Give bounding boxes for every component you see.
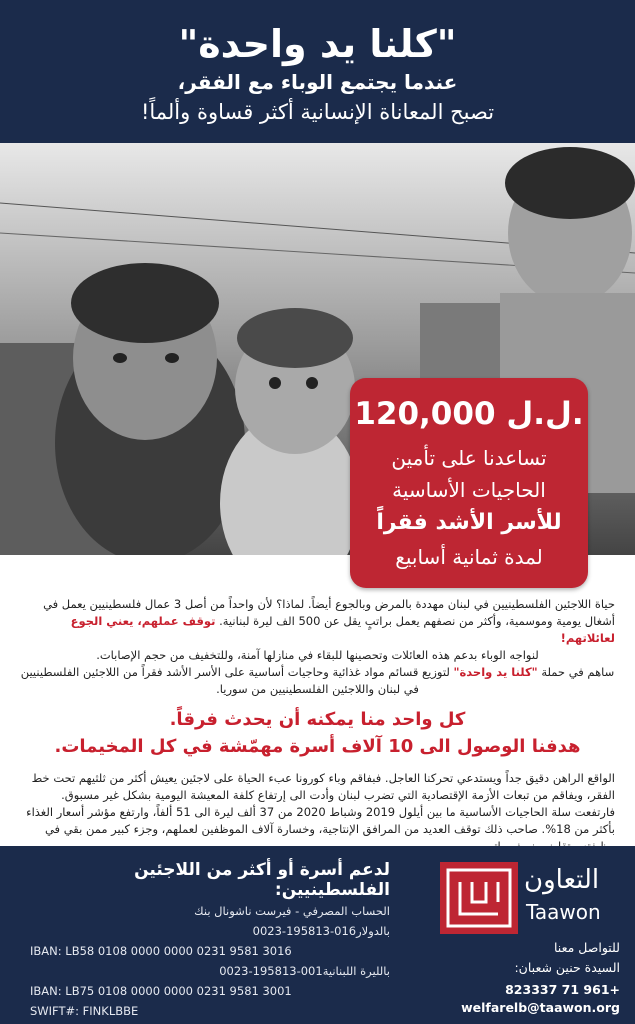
donation-amount: 120,000 ل.ل. [354, 396, 584, 432]
price-box-line-2: الحاجيات الأساسية [392, 478, 546, 502]
contact-phone[interactable]: +961 71 823337 [505, 982, 620, 997]
price-box-line-4: لمدة ثمانية أسابيع [395, 545, 543, 569]
campaign-name-highlight: "كلنا يد واحدة" [453, 665, 538, 679]
bank-name: الحساب المصرفي - فيرست ناشونال بنك [194, 904, 390, 918]
iban-lbp: IBAN: LB75 0108 0000 0000 0231 9581 3001 [30, 984, 292, 998]
intro-highlight: توقف عملهم، يعني الجوع لعائلاتهم! [70, 614, 615, 645]
campaign-text-pre: ساهم في حملة [541, 665, 615, 679]
contact-email[interactable]: welfarelb@taawon.org [461, 1000, 620, 1015]
iban-usd: IBAN: LB58 0108 0000 0000 0231 9581 3016 [30, 944, 292, 958]
intro-paragraph [20, 596, 615, 647]
logo-text-arabic: التعاون [524, 865, 600, 895]
contact-label: للتواصل معنا [553, 940, 620, 955]
price-box-line-1: تساعدنا على تأمين [391, 446, 547, 470]
intro-text: حياة اللاجئين الفلسطينيين في لبنان مهددة بالمرض وبالجوع أيضاً. لماذا؟ لأن واحداً من أصل 3 عمال فلسطينيين يعمل في أشغال يومية وموسمية، وأكثر من نصفهم يعمل براتبٍ يقل عن 500 الف ليرة لبنانية. [43, 597, 615, 628]
swift-code: SWIFT#: FINKLBBE [30, 1004, 139, 1018]
usd-account: بالدولار016-195813-0023 [252, 924, 390, 938]
contact-name: السيدة حنين شعبان: [514, 960, 620, 975]
lbp-account: بالليرة اللبنانية001-195813-0023 [219, 964, 390, 978]
campaign-text-post: لتوزيع قسائم مواد غذائية وحاجيات أساسية على الأسر الأشد فقراً من اللاجئين الفلسطينيين في لبنان واللاجئين الفلسطينيين من سوريا. [20, 665, 450, 696]
slogan-line-2: هدفنا الوصول الى 10 آلاف أسرة مهمّشة في كل المخيمات. [54, 736, 581, 757]
campaign-text-1: لنواجه الوباء بدعم هذه العائلات وتحصينها للبقاء في منازلها آمنة، وللتخفيف من حجم الإصابات. [96, 648, 539, 662]
logo-text-english: Taawon [526, 900, 601, 924]
support-title: لدعم أسرة أو أكثر من اللاجئين الفلسطينيين: [134, 860, 390, 900]
header-subtitle-2: تصبح المعاناة الإنسانية أكثر قساوة وألماً! [140, 100, 495, 124]
slogan-line-1: كل واحد منا يمكنه أن يحدث فرقاً. [169, 709, 466, 730]
context-paragraph: الواقع الراهن دقيق جداً ويستدعي تحركنا العاجل. فبفاقم وباء كورونا عبء الحياة على لاجئين يعيش أكثر من ثلثيهم تحت خط الفقر، ويفاقم من تبعات الأزمة الإقتصادية التي تضرب لبنان وأدت الى إرتفاع كلفة المعيشة اليومية بشكل غير مسبوق. فارتفعت سلة الحاجيات الأساسية ما بين أيلول 2019 وشباط 2020 من 37 ألف ليرة الى 51 ألفاً، وارتفع مؤشر أسعار الغذاء بأكثر من 18%. صاحب ذلك توقف العديد من المرافق الإنتاجية، وخسارة آلاف الموظفين لعملهم، وجزء كبير ممن بقي في [26, 771, 615, 836]
campaign-title: "كلنا يد واحدة" [178, 22, 457, 66]
price-box-line-3: للأسر الأشد فقراً [376, 510, 562, 535]
campaign-text-2 [20, 664, 615, 698]
campaign-paragraph [20, 647, 615, 698]
taawon-logo-icon [440, 862, 518, 934]
header-banner [0, 0, 635, 143]
header-subtitle-1: عندما يجتمع الوباء مع الفقر، [177, 70, 458, 94]
donation-price-box [350, 378, 588, 588]
